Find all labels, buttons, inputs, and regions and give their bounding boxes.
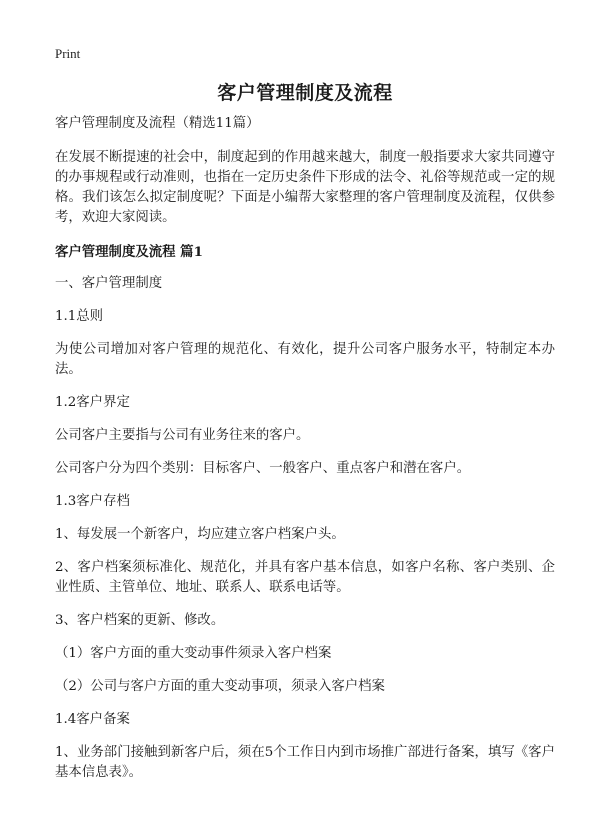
clause-1-2-text-a: 公司客户主要指与公司有业务往来的客户。 bbox=[55, 428, 310, 443]
clause-1-4-item-1: 1、业务部门接触到新客户后，须在5个工作日内到市场推广部进行备案，填写《客户基本信息表》。 bbox=[55, 745, 555, 780]
clause-1-3-item-2: 2、客户档案须标准化、规范化，并具有客户基本信息，如客户名称、客户类别、企业性质、主管单位、地址、联系人、联系电话等。 bbox=[55, 560, 555, 595]
clause-1-2-text-b: 公司客户分为四个类别：目标客户、一般客户、重点客户和潜在客户。 bbox=[55, 461, 471, 476]
page-title: 客户管理制度及流程 bbox=[217, 82, 393, 104]
clause-1-1-heading: 1.1总则 bbox=[55, 309, 104, 324]
document-body bbox=[55, 80, 555, 796]
clause-1-3-item-1: 1、每发展一个新客户，均应建立客户档案户头。 bbox=[55, 527, 345, 542]
subtitle: 客户管理制度及流程（精选11篇） bbox=[55, 116, 260, 131]
clause-1-3-sub-2: （2）公司与客户方面的重大变动事项，须录入客户档案 bbox=[55, 679, 385, 694]
section-heading: 客户管理制度及流程 篇1 bbox=[55, 244, 203, 260]
intro-paragraph: 在发展不断提速的社会中，制度起到的作用越来越大，制度一般指要求大家共同遵守的办事规程或行动准则，也指在一定历史条件下形成的法令、礼俗等规范或一定的规格。我们该怎么拟定制度呢？下面是小编帮大家整理的客户管理制度及流程，仅供参考，欢迎大家阅读。 bbox=[55, 150, 555, 225]
clause-1-1-text: 为使公司增加对客户管理的规范化、有效化，提升公司客户服务水平，特制定本办法。 bbox=[55, 342, 555, 377]
clause-1-2-heading: 1.2客户界定 bbox=[55, 395, 130, 410]
print-link[interactable]: Print bbox=[55, 46, 81, 61]
section-title-customer-management: 一、客户管理制度 bbox=[55, 276, 163, 291]
clause-1-3-sub-1: （1）客户方面的重大变动事件须录入客户档案 bbox=[55, 646, 332, 661]
clause-1-3-item-3: 3、客户档案的更新、修改。 bbox=[55, 613, 225, 628]
clause-1-4-heading: 1.4客户备案 bbox=[55, 712, 130, 727]
clause-1-3-heading: 1.3客户存档 bbox=[55, 494, 130, 509]
